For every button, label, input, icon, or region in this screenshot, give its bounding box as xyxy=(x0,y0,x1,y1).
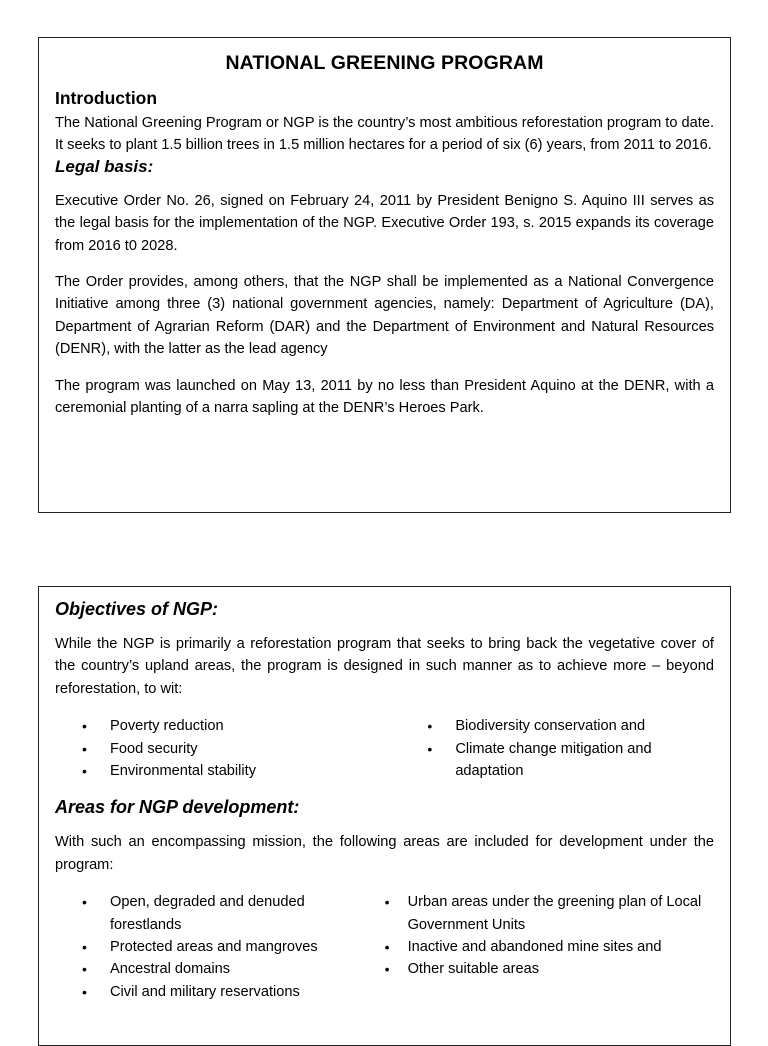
areas-list xyxy=(55,891,714,1003)
list-item: • Protected areas and mangroves xyxy=(71,936,376,958)
areas-list-left xyxy=(71,891,376,1003)
areas-list-right xyxy=(376,891,714,1003)
document-title: NATIONAL GREENING PROGRAM xyxy=(225,52,544,74)
ngp-objectives-box xyxy=(38,586,731,1046)
objectives-paragraph: While the NGP is primarily a reforestation program that seeks to bring back the vegetative cover of the country’s upland areas, the program is designed in such manner as to achieve more – beyond reforestation, to wit: xyxy=(55,636,714,697)
list-item: • Environmental stability xyxy=(71,760,416,782)
legal-paragraph-1: Executive Order No. 26, signed on February 24, 2011 by President Benigno S. Aquino III serves as the legal basis for the implementation of the NGP. Executive Order 193, s. 2015 expands its coverage from 2016 t0 2028. xyxy=(55,192,714,254)
legal-basis-heading: Legal basis: xyxy=(55,156,154,176)
objectives-list xyxy=(55,715,714,782)
legal-paragraph-3: The program was launched on May 13, 2011 by no less than President Aquino at the DENR, with a ceremonial planting of a narra sapling at the DENR’s Heroes Park. xyxy=(55,377,714,417)
list-item: • Urban areas under the greening plan of Local Government Units xyxy=(376,891,714,936)
list-item: • Civil and military reservations xyxy=(71,981,376,1003)
objectives-list-left xyxy=(71,715,416,782)
list-item: • Poverty reduction xyxy=(71,715,416,737)
objectives-list-right xyxy=(416,715,714,782)
introduction-heading: Introduction xyxy=(55,88,158,108)
list-item: • Food security xyxy=(71,738,416,760)
list-item: • Other suitable areas xyxy=(376,958,714,980)
list-item: • Climate change mitigation and adaptation xyxy=(416,738,714,783)
areas-heading: Areas for NGP development: xyxy=(55,797,300,818)
objectives-heading: Objectives of NGP: xyxy=(55,599,219,619)
legal-paragraph-2: The Order provides, among others, that the NGP shall be implemented as a National Convergence Initiative among three (3) national government agencies, namely: Department of Agriculture (DA), Department of Agrarian Reform (DAR) and the Department of Environment and Natural Resources (DENR), with the latter as the lead agency xyxy=(55,274,714,358)
ngp-introduction-box xyxy=(38,37,731,513)
list-item: • Biodiversity conservation and xyxy=(416,715,714,737)
introduction-paragraph: The National Greening Program or NGP is the country’s most ambitious reforestation program to date. It seeks to plant 1.5 billion trees in 1.5 million hectares for a period of six (6) years, from 2011 to 2016. xyxy=(55,115,714,154)
areas-paragraph: With such an encompassing mission, the following areas are included for development under the program: xyxy=(55,834,714,873)
list-item: • Open, degraded and denuded forestlands xyxy=(71,891,376,936)
list-item: • Inactive and abandoned mine sites and xyxy=(376,936,714,958)
list-item: • Ancestral domains xyxy=(71,958,376,980)
